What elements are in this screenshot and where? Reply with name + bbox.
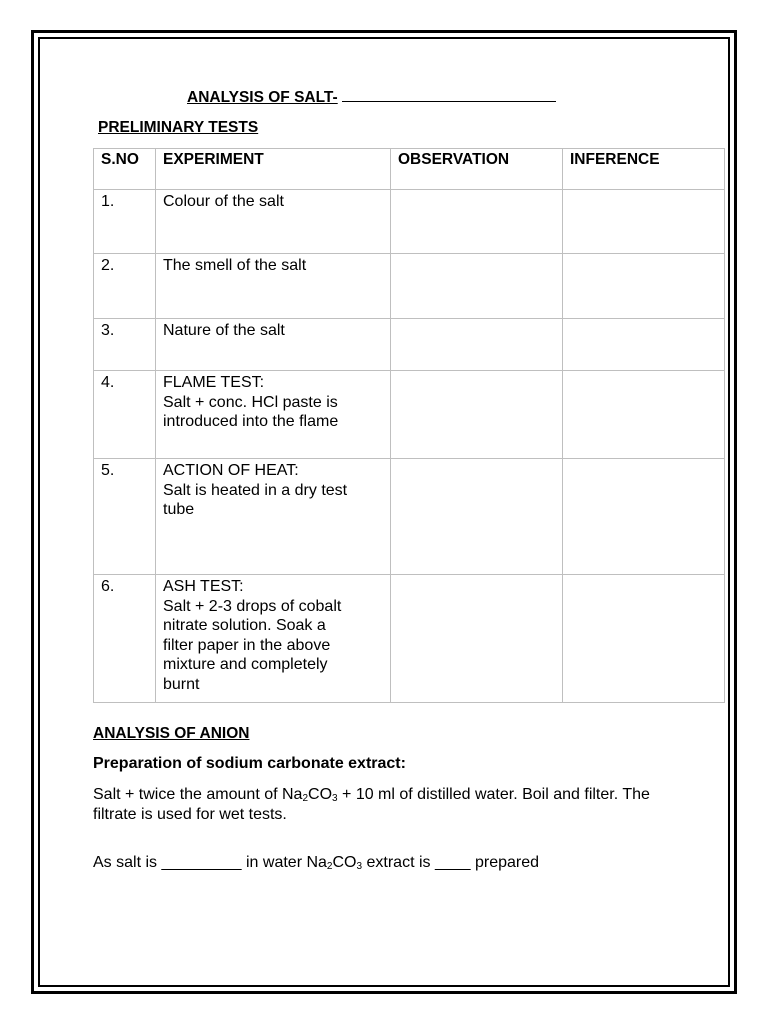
table-row	[94, 575, 725, 703]
experiment-line: mixture and completely	[163, 656, 328, 673]
row-experiment	[156, 459, 391, 575]
row-observation	[391, 371, 563, 459]
experiment-line: Colour of the salt	[163, 193, 284, 210]
row-observation	[391, 319, 563, 371]
salt-name-blank	[342, 88, 556, 102]
preliminary-tests-table	[93, 148, 725, 703]
header-experiment: EXPERIMENT	[156, 149, 391, 190]
row-sno: 2.	[94, 254, 156, 319]
row-observation	[391, 254, 563, 319]
row-experiment	[156, 190, 391, 254]
row-experiment	[156, 254, 391, 319]
row-inference	[563, 254, 725, 319]
table-row	[94, 319, 725, 371]
experiment-line: Nature of the salt	[163, 322, 285, 339]
row-experiment	[156, 371, 391, 459]
experiment-line: ASH TEST:	[163, 578, 244, 595]
row-inference	[563, 319, 725, 371]
experiment-line: filter paper in the above	[163, 636, 331, 654]
row-sno: 5.	[94, 459, 156, 575]
header-observation: OBSERVATION	[391, 149, 563, 190]
row-inference	[563, 190, 725, 254]
table-row	[94, 371, 725, 459]
table-header-row	[94, 149, 725, 190]
row-observation	[391, 190, 563, 254]
row-observation	[391, 459, 563, 575]
row-experiment	[156, 575, 391, 703]
experiment-line: ACTION OF HEAT:	[163, 462, 299, 479]
prep-paragraph: Salt + twice the amount of $Na_2CO_3 + 10$ ml of distilled water. Boil and filter. The filtrate is used for wet tests.	[93, 786, 650, 823]
table-row	[94, 254, 725, 319]
row-sno: 1.	[94, 190, 156, 254]
prep-heading: Preparation of sodium carbonate extract:	[93, 755, 406, 772]
row-sno: 6.	[94, 575, 156, 703]
row-experiment	[156, 319, 391, 371]
table-row	[94, 459, 725, 575]
page-title: ANALYSIS OF SALT-	[187, 88, 556, 107]
experiment-line: tube	[163, 501, 195, 518]
row-observation	[391, 575, 563, 703]
experiment-line: Salt + 2-3 drops of cobalt	[163, 597, 342, 615]
header-inference: INFERENCE	[563, 149, 725, 190]
experiment-line: introduced into the flame	[163, 413, 339, 430]
experiment-line: Salt is heated in a dry test	[163, 481, 348, 499]
experiment-line: FLAME TEST:	[163, 374, 265, 391]
salt-solubility-line: As salt is _________ in water $Na_2CO_3$ extract is ____ prepared	[93, 854, 540, 872]
experiment-line: The smell of the salt	[163, 257, 307, 274]
experiment-line: nitrate solution. Soak a	[163, 617, 326, 634]
row-inference	[563, 371, 725, 459]
experiment-line: burnt	[163, 675, 200, 693]
row-inference	[563, 459, 725, 575]
row-sno: 4.	[94, 371, 156, 459]
table-row	[94, 190, 725, 254]
section-analysis-of-anion: ANALYSIS OF ANION	[93, 725, 250, 742]
header-sno: S.NO	[94, 149, 156, 190]
experiment-line: Salt + conc. HCl paste is	[163, 393, 338, 411]
row-inference	[563, 575, 725, 703]
section-preliminary-tests: PRELIMINARY TESTS	[98, 119, 259, 136]
row-sno: 3.	[94, 319, 156, 371]
